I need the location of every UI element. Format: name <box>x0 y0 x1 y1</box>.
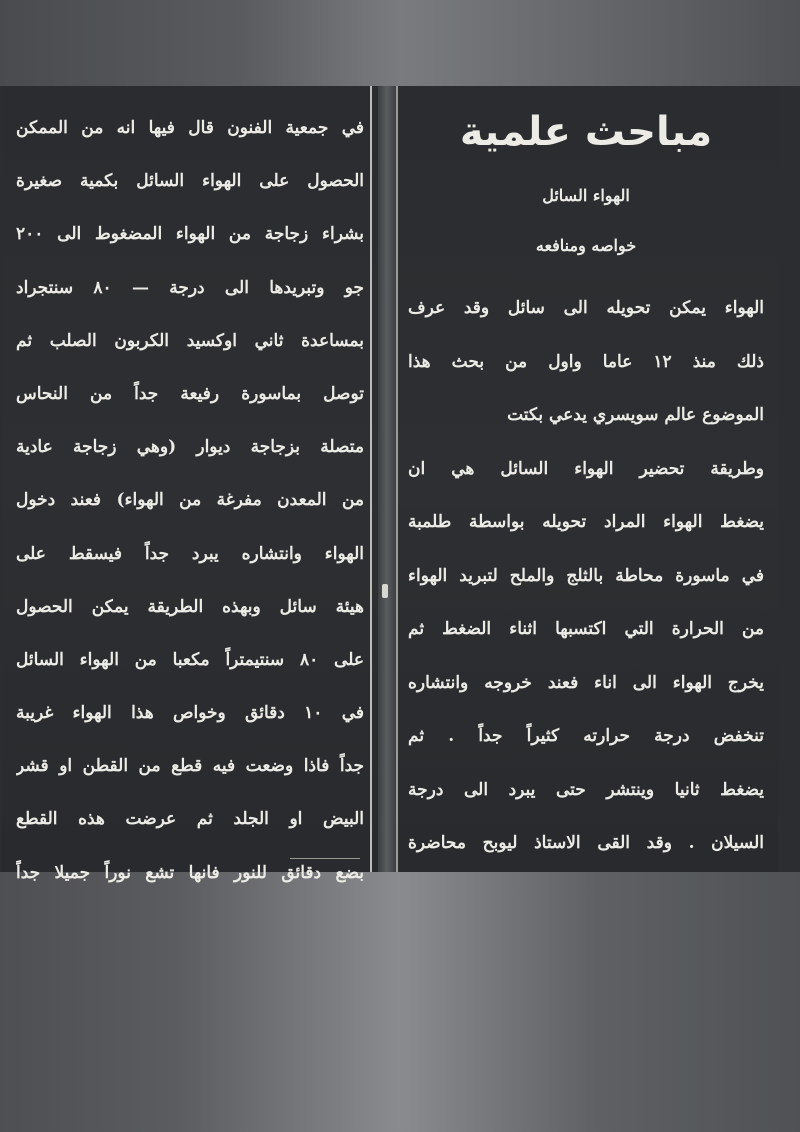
right-column <box>396 86 778 872</box>
left-line: الحصول على الهواء السائل بكمية صغيرة <box>16 171 364 192</box>
left-line: هيئة سائل وبهذه الطريقة يمكن الحصول <box>16 596 364 617</box>
right-line: الموضوع عالم سويسري يدعي بكتت <box>507 405 764 425</box>
right-line: يخرج الهواء الى اناء فعند خروجه وانتشاره <box>408 672 764 693</box>
left-line: جو وتبريدها الى درجة — ٨٠ سنتجراد <box>16 277 364 298</box>
left-line: جداً فاذا وضعت فيه قطع من القطن او قشر <box>16 756 364 777</box>
right-line: يضغط ثانيا وينتشر حتى يبرد الى درجة <box>408 779 764 800</box>
article-subheading: الهواء السائل <box>542 186 630 205</box>
left-line: على ٨٠ سنتيمتراً مكعبا من الهواء السائل <box>16 649 364 670</box>
background-top <box>0 0 800 88</box>
article-headline: مباحث علمية <box>459 109 713 155</box>
left-line: الهواء وانتشاره يبرد جداً فيسقط على <box>16 543 364 564</box>
right-line: من الحرارة التي اكتسبها اثناء الضغط ثم <box>408 619 764 639</box>
left-line: توصل بماسورة رفيعة جداً من النحاس <box>16 383 364 404</box>
left-line: البيض او الجلد ثم عرضت هذه القطع <box>16 809 364 830</box>
left-line: بضع دقائق للنور فانها تشع نوراً جميلا جداً <box>16 862 364 883</box>
newspaper-clipping <box>0 86 800 883</box>
pin-mark <box>382 584 388 598</box>
left-line: في ١٠ دقائق وخواص هذا الهواء غريبة <box>16 703 364 724</box>
left-column <box>2 86 378 883</box>
right-line: السيلان . وقد القى الاستاذ ليوبح محاضرة <box>408 833 764 853</box>
article-subsubheading: خواصه ومنافعه <box>535 236 637 255</box>
left-line: من المعدن مفرغة من الهواء) فعند دخول <box>16 490 364 511</box>
left-line: بمساعدة ثاني اوكسيد الكربون الصلب ثم <box>16 330 364 351</box>
right-line: ذلك منذ ١٢ عاما واول من بحث هذا <box>408 351 764 372</box>
left-line: في جمعية الفنون قال فيها انه من الممكن <box>16 118 364 138</box>
right-line: وطريقة تحضير الهواء السائل هي ان <box>408 458 764 479</box>
column-gutter <box>378 86 396 872</box>
right-line: في ماسورة محاطة بالثلج والملح لتبريد الهواء <box>408 565 764 586</box>
left-column-text <box>16 102 364 900</box>
left-line: متصلة بزجاجة ديوار (وهي زجاجة عادية <box>16 437 364 458</box>
right-line: يضغط الهواء المراد تحويله بواسطة طلمبة <box>408 512 764 532</box>
column-rule-right <box>396 86 398 872</box>
left-line: بشراء زجاجة من الهواء المضغوط الى ٢٠٠ <box>16 224 364 245</box>
end-rule <box>290 858 360 859</box>
column-rule-left <box>370 86 372 872</box>
right-line: تنخفض درجة حرارته كثيراً جداً . ثم <box>408 726 764 746</box>
right-column-text <box>408 282 764 871</box>
right-line: الهواء يمكن تحويله الى سائل وقد عرف <box>408 298 764 318</box>
